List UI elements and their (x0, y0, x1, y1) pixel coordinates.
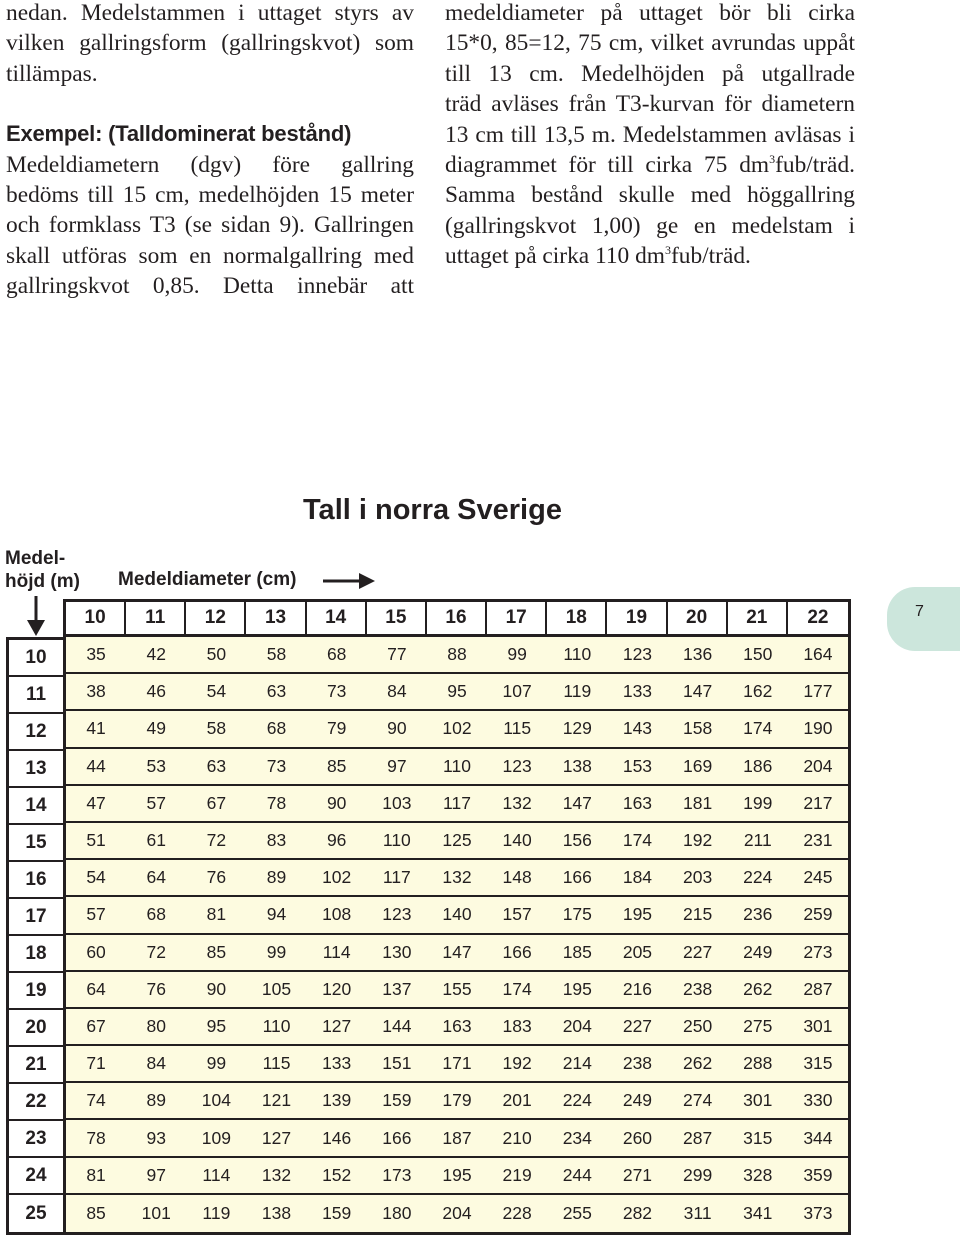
table-row (66, 1120, 848, 1157)
table-cell: 166 (562, 867, 592, 888)
body-text-line: medeldiameter på uttaget bör bli cirka (445, 0, 855, 26)
table-cell: 104 (201, 1090, 231, 1111)
table-cell: 77 (387, 644, 407, 665)
table-cell: 85 (326, 755, 347, 776)
table-cell: 63 (266, 681, 287, 702)
table-cell: 373 (803, 1202, 833, 1223)
table-cell: 214 (562, 1053, 592, 1074)
column-axis-label: Medeldiameter (cm) (118, 569, 297, 590)
row-header-height: 19 (9, 973, 63, 1010)
table-cell: 81 (206, 904, 227, 925)
table-cell: 159 (322, 1202, 352, 1223)
arrow-right-icon (323, 572, 375, 590)
table-cell: 136 (683, 644, 713, 665)
table-cell: 273 (803, 941, 833, 962)
table-cell: 105 (261, 978, 292, 999)
table-cell: 115 (503, 718, 532, 739)
table-cell: 158 (683, 718, 713, 739)
column-header-diameter: 19 (607, 602, 667, 634)
body-text-line: diagrammet för till cirka 75 $dm^3fub$/träd. (445, 152, 855, 179)
column-header-diameter: 14 (307, 602, 367, 634)
table-cell: 44 (86, 755, 106, 776)
table-cell: 262 (683, 1053, 713, 1074)
table-cell: 81 (86, 1164, 106, 1185)
table-cell: 143 (622, 718, 653, 739)
table-cell: 164 (803, 644, 833, 665)
table-cell: 35 (86, 644, 106, 665)
table-cell: 85 (206, 941, 227, 962)
table-cell: 236 (743, 904, 773, 925)
table-cell: 195 (442, 1164, 472, 1185)
table-row (66, 1046, 848, 1083)
table-cell: 94 (266, 904, 287, 925)
row-header-height: 20 (9, 1010, 63, 1047)
table-cell: 138 (562, 755, 592, 776)
table-cell: 46 (146, 681, 166, 702)
table-cell: 210 (502, 1127, 532, 1148)
table-cell: 139 (322, 1090, 352, 1111)
table-cell: 166 (502, 941, 532, 962)
table-cell: 238 (622, 1053, 653, 1074)
table-cell: 67 (86, 1015, 106, 1036)
table-cell: 84 (387, 681, 407, 702)
row-header-height: 17 (9, 899, 63, 936)
body-text-line: uttaget på cirka 110 $dm^3fub$/träd. (445, 243, 751, 270)
body-text-line: och formklass T3 (se sidan 9). Gallringen (6, 212, 414, 239)
table-cell: 109 (201, 1127, 231, 1148)
table-cell: 153 (622, 755, 653, 776)
table-row (66, 972, 848, 1009)
table-cell: 84 (146, 1053, 166, 1074)
row-header-height: 14 (9, 788, 63, 825)
column-header-diameter: 18 (547, 602, 607, 634)
table-cell: 99 (206, 1053, 227, 1074)
table-cell: 185 (562, 941, 592, 962)
table-cell: 204 (442, 1202, 472, 1223)
table-cell: 67 (206, 792, 227, 813)
table-cell: 125 (442, 830, 472, 851)
table-row (66, 1158, 848, 1195)
table-cell: 99 (266, 941, 287, 962)
row-header-height: 12 (9, 714, 63, 751)
table-cell: 42 (146, 644, 166, 665)
table-cell: 64 (146, 867, 166, 888)
table-cell: 79 (326, 718, 347, 739)
table-cell: 96 (326, 830, 347, 851)
table-cell: 204 (803, 755, 833, 776)
body-text-line: vilken gallringsform (gallringskvot) som (6, 30, 414, 57)
table-cell: 78 (266, 792, 287, 813)
table-cell: 147 (442, 941, 472, 962)
table-cell: 163 (442, 1015, 472, 1036)
table-cell: 250 (683, 1015, 713, 1036)
table-cell: 132 (261, 1164, 292, 1185)
table-cell: 72 (146, 941, 166, 962)
table-cell: 215 (683, 904, 713, 925)
table-cell: 234 (562, 1127, 592, 1148)
table-cell: 54 (86, 867, 106, 888)
row-axis-label: Medel- höjd (m) (5, 548, 80, 592)
table-cell: 299 (683, 1164, 713, 1185)
table-cell: 110 (382, 830, 411, 851)
table-cell: 205 (622, 941, 653, 962)
right-text-column (445, 0, 855, 272)
table-cell: 73 (266, 755, 287, 776)
table-row (66, 637, 848, 674)
table-cell: 60 (86, 941, 106, 962)
table-cell: 72 (206, 830, 227, 851)
table-cell: 301 (743, 1090, 773, 1111)
table-cell: 140 (442, 904, 472, 925)
table-cell: 64 (86, 978, 106, 999)
column-header-diameter: 15 (367, 602, 427, 634)
table-cell: 180 (382, 1202, 412, 1223)
table-cell: 76 (206, 867, 227, 888)
table-cell: 101 (141, 1202, 171, 1223)
table-cell: 181 (683, 792, 713, 813)
table-cell: 169 (683, 755, 713, 776)
table-cell: 344 (803, 1127, 833, 1148)
table-cell: 115 (262, 1053, 291, 1074)
table-row (66, 1195, 848, 1232)
table-cell: 249 (622, 1090, 653, 1111)
volume-table (63, 637, 851, 1235)
table-cell: 93 (146, 1127, 166, 1148)
table-cell: 144 (382, 1015, 412, 1036)
table-cell: 58 (206, 718, 227, 739)
table-cell: 238 (683, 978, 713, 999)
table-cell: 110 (563, 644, 592, 665)
table-cell: 201 (502, 1090, 532, 1111)
row-header-height: 18 (9, 936, 63, 973)
table-cell: 117 (382, 867, 411, 888)
table-cell: 89 (146, 1090, 166, 1111)
table-cell: 73 (326, 681, 347, 702)
table-cell: 90 (206, 978, 227, 999)
table-cell: 219 (502, 1164, 532, 1185)
table-cell: 121 (261, 1090, 292, 1111)
body-text-line: 13 cm till 13,5 m. Medelstammen avläsas i (445, 121, 855, 148)
table-row (66, 860, 848, 897)
table-cell: 88 (447, 644, 467, 665)
table-cell: 133 (322, 1053, 352, 1074)
table-cell: 159 (382, 1090, 412, 1111)
table-cell: 288 (743, 1053, 773, 1074)
table-cell: 49 (146, 718, 166, 739)
row-header-height: 11 (9, 677, 63, 714)
table-cell: 138 (261, 1202, 292, 1223)
table-cell: 95 (447, 681, 467, 702)
table-cell: 204 (562, 1015, 592, 1036)
column-header-diameter: 13 (246, 602, 306, 634)
table-cell: 58 (266, 644, 287, 665)
table-cell: 127 (261, 1127, 292, 1148)
table-cell: 71 (86, 1053, 106, 1074)
table-cell: 127 (322, 1015, 352, 1036)
table-cell: 174 (743, 718, 773, 739)
table-cell: 47 (86, 792, 106, 813)
table-cell: 103 (382, 792, 412, 813)
table-cell: 78 (86, 1127, 106, 1148)
table-cell: 123 (622, 644, 653, 665)
body-text-line: 15*0, 85=12, 75 cm, vilket avrundas uppåt (445, 30, 855, 57)
table-cell: 102 (442, 718, 472, 739)
table-cell: 63 (206, 755, 227, 776)
table-cell: 274 (683, 1090, 713, 1111)
table-cell: 315 (803, 1053, 833, 1074)
table-cell: 68 (266, 718, 287, 739)
table-cell: 83 (266, 830, 287, 851)
table-cell: 119 (563, 681, 592, 702)
row-header-height: 16 (9, 862, 63, 899)
table-cell: 359 (803, 1164, 833, 1185)
body-text-line: skall utföras som en normalgallring med (6, 242, 414, 269)
table-cell: 53 (146, 755, 166, 776)
table-cell: 123 (502, 755, 532, 776)
height-header-column (6, 637, 63, 1235)
table-cell: 102 (322, 867, 352, 888)
table-cell: 171 (442, 1053, 472, 1074)
table-cell: 184 (622, 867, 653, 888)
table-cell: 259 (803, 904, 833, 925)
table-cell: 177 (803, 681, 833, 702)
table-cell: 155 (442, 978, 472, 999)
column-header-diameter: 11 (126, 602, 186, 634)
table-cell: 114 (322, 941, 351, 962)
column-header-diameter: 17 (487, 602, 547, 634)
table-cell: 151 (382, 1053, 412, 1074)
table-cell: 108 (322, 904, 352, 925)
table-cell: 211 (743, 830, 772, 851)
table-cell: 76 (146, 978, 166, 999)
row-header-height: 23 (9, 1121, 63, 1158)
column-header-diameter: 21 (728, 602, 788, 634)
body-text-line: Medeldiametern (dgv) före gallring (6, 151, 414, 178)
table-cell: 68 (326, 644, 347, 665)
row-header-height: 22 (9, 1084, 63, 1121)
table-cell: 97 (387, 755, 407, 776)
table-cell: 301 (803, 1015, 833, 1036)
table-cell: 231 (803, 830, 833, 851)
table-cell: 192 (683, 830, 713, 851)
table-cell: 123 (382, 904, 412, 925)
body-text-line: nedan. Medelstammen i uttaget styrs av (6, 0, 414, 26)
table-cell: 255 (562, 1202, 592, 1223)
table-cell: 173 (382, 1164, 412, 1185)
table-cell: 174 (502, 978, 532, 999)
body-text-line: bedöms till 15 cm, medelhöjden 15 meter (6, 182, 414, 209)
column-header-diameter: 20 (668, 602, 728, 634)
table-cell: 190 (803, 718, 833, 739)
column-header-diameter: 12 (186, 602, 246, 634)
table-cell: 224 (562, 1090, 592, 1111)
table-cell: 157 (502, 904, 532, 925)
table-row (66, 749, 848, 786)
table-cell: 287 (683, 1127, 713, 1148)
table-cell: 216 (622, 978, 653, 999)
table-cell: 186 (743, 755, 773, 776)
table-cell: 217 (803, 792, 833, 813)
table-cell: 227 (683, 941, 713, 962)
table-cell: 152 (322, 1164, 352, 1185)
example-heading: Exempel: (Talldominerat bestånd) (6, 121, 352, 147)
table-cell: 120 (322, 978, 352, 999)
table-cell: 179 (442, 1090, 472, 1111)
body-text-line: träd avläses från T3-kurvan för diametern (445, 91, 855, 118)
table-cell: 137 (382, 978, 412, 999)
table-cell: 147 (683, 681, 713, 702)
table-cell: 133 (622, 681, 653, 702)
table-cell: 224 (743, 867, 773, 888)
table-cell: 85 (86, 1202, 106, 1223)
table-cell: 132 (502, 792, 532, 813)
table-cell: 228 (502, 1202, 532, 1223)
table-cell: 175 (562, 904, 592, 925)
table-cell: 192 (502, 1053, 532, 1074)
row-header-height: 25 (25, 1202, 47, 1224)
table-cell: 51 (86, 830, 106, 851)
table-cell: 140 (502, 830, 532, 851)
table-cell: 227 (622, 1015, 653, 1036)
table-cell: 129 (562, 718, 592, 739)
table-cell: 245 (803, 867, 833, 888)
table-cell: 38 (86, 681, 106, 702)
table-cell: 119 (202, 1202, 231, 1223)
table-cell: 150 (743, 644, 773, 665)
table-cell: 187 (442, 1127, 472, 1148)
table-cell: 147 (562, 792, 592, 813)
table-cell: 260 (622, 1127, 653, 1148)
table-cell: 311 (683, 1202, 712, 1223)
table-cell: 146 (322, 1127, 352, 1148)
table-cell: 249 (743, 941, 773, 962)
column-header-diameter: 22 (807, 607, 829, 628)
arrow-down-icon (26, 596, 46, 636)
table-row (66, 674, 848, 711)
table-cell: 107 (502, 681, 532, 702)
table-cell: 90 (387, 718, 407, 739)
table-cell: 110 (443, 755, 471, 776)
table-cell: 95 (206, 1015, 227, 1036)
page-number: 7 (915, 603, 924, 620)
table-cell: 148 (502, 867, 532, 888)
table-row (66, 897, 848, 934)
table-cell: 80 (146, 1015, 166, 1036)
table-cell: 195 (622, 904, 653, 925)
table-cell: 183 (502, 1015, 532, 1036)
body-text-line: gallringskvot 0,85. Detta innebär att (6, 273, 414, 300)
table-cell: 275 (743, 1015, 773, 1036)
table-cell: 271 (622, 1164, 653, 1185)
table-cell: 89 (266, 867, 287, 888)
table-cell: 163 (622, 792, 653, 813)
table-cell: 117 (443, 792, 471, 813)
table-title: Tall i norra Sverige (303, 494, 562, 526)
table-row (66, 1009, 848, 1046)
table-cell: 166 (382, 1127, 412, 1148)
table-cell: 68 (146, 904, 166, 925)
table-row (66, 1083, 848, 1120)
row-header-height: 24 (9, 1158, 63, 1195)
table-cell: 162 (743, 681, 773, 702)
table-cell: 130 (382, 941, 412, 962)
table-cell: 90 (326, 792, 347, 813)
body-text-line: Samma bestånd skulle med höggallring (445, 182, 855, 209)
table-cell: 57 (146, 792, 166, 813)
body-text-line: till 13 cm. Medelhöjden på utgallrade (445, 60, 855, 87)
table-cell: 174 (622, 830, 653, 851)
body-text-line: (gallringskvot 1,00) ge en medelstam i (445, 212, 855, 239)
table-cell: 54 (206, 681, 227, 702)
row-header-height: 15 (9, 825, 63, 862)
table-cell: 203 (683, 867, 713, 888)
table-cell: 61 (146, 830, 166, 851)
row-header-height: 13 (9, 751, 63, 788)
table-cell: 328 (743, 1164, 773, 1185)
table-cell: 114 (202, 1164, 231, 1185)
table-cell: 110 (262, 1015, 291, 1036)
page-number-tab (887, 587, 960, 651)
table-cell: 50 (206, 644, 227, 665)
table-row (66, 823, 848, 860)
table-cell: 282 (622, 1202, 653, 1223)
table-cell: 199 (743, 792, 773, 813)
table-cell: 330 (803, 1090, 833, 1111)
row-header-height: 10 (9, 640, 63, 677)
column-header-diameter: 16 (427, 602, 487, 634)
table-cell: 341 (743, 1202, 773, 1223)
diameter-header-row (63, 599, 851, 637)
row-header-height: 21 (9, 1047, 63, 1084)
table-cell: 262 (743, 978, 773, 999)
table-row (66, 711, 848, 748)
table-cell: 156 (562, 830, 592, 851)
table-cell: 195 (562, 978, 592, 999)
table-cell: 132 (442, 867, 472, 888)
body-text-line: tillämpas. (6, 60, 98, 87)
table-cell: 99 (507, 644, 527, 665)
table-cell: 57 (86, 904, 106, 925)
table-cell: 97 (146, 1164, 166, 1185)
left-text-column (6, 0, 414, 302)
table-cell: 244 (562, 1164, 592, 1185)
table-cell: 74 (86, 1090, 106, 1111)
table-row (66, 935, 848, 972)
table-cell: 287 (803, 978, 833, 999)
table-row (66, 786, 848, 823)
table-cell: 315 (743, 1127, 773, 1148)
column-header-diameter: 10 (66, 602, 126, 634)
table-cell: 41 (86, 718, 106, 739)
